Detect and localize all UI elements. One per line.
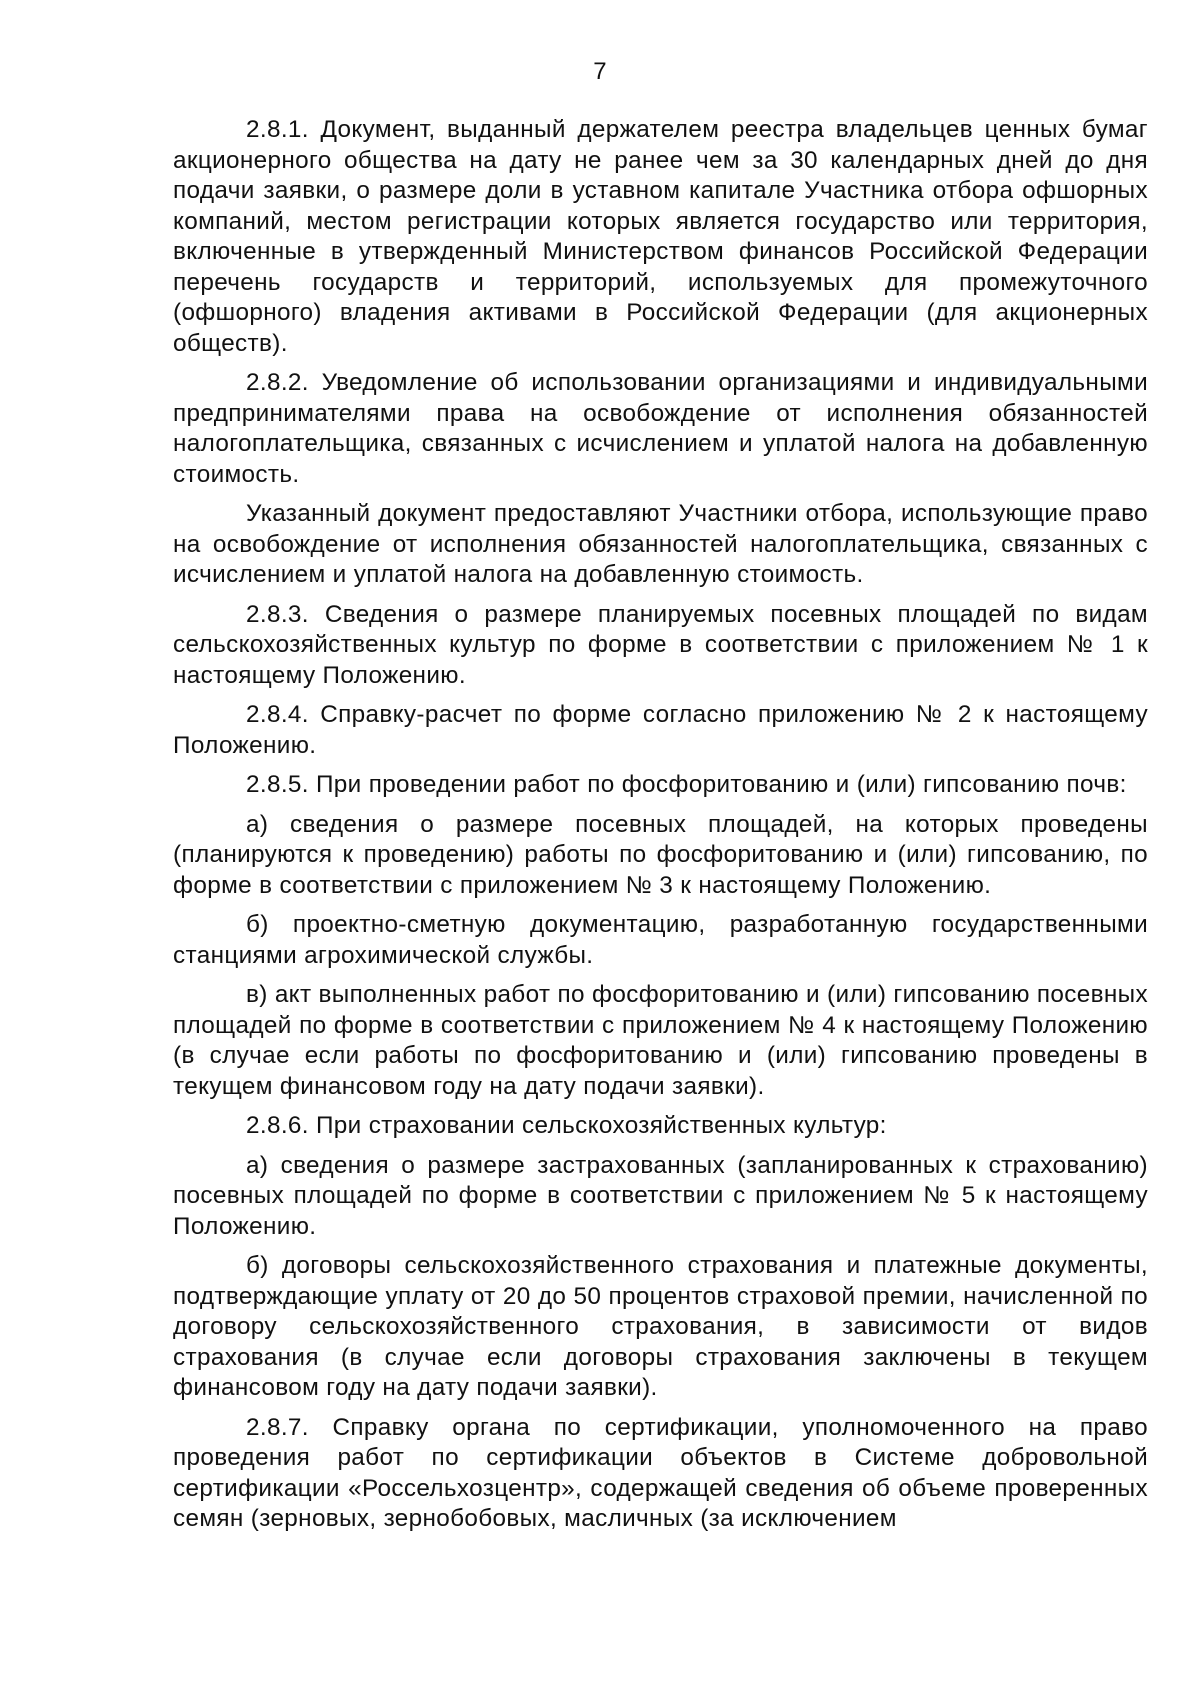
paragraph-2-8-4: 2.8.4. Справку-расчет по форме согласно приложению № 2 к настоящему Положению. <box>173 701 1148 759</box>
paragraph-2-8-6-b: б) договоры сельскохозяйственного страхования и платежные документы, подтверждающие уплату от 20 до 50 процентов страховой премии, начисленной по договору сельскохозяйственного страхования, в зависимости от видов страхования (в случае если договоры страхования заключены в текущем финансовом году на дату подачи заявки). <box>173 1252 1148 1401</box>
paragraph-2-8-5: 2.8.5. При проведении работ по фосфоритованию и (или) гипсованию почв: <box>246 771 1127 798</box>
paragraph-2-8-1: 2.8.1. Документ, выданный держателем реестра владельцев ценных бумаг акционерного общества на дату не ранее чем за 30 календарных дней до дня подачи заявки, о размере доли в уставном капитале Участника отбора офшорных компаний, местом регистрации которых является государство или территория, включенные в утвержденный Министерством финансов Российской Федерации перечень государств и территорий, используемых для промежуточного (офшорного) владения активами в Российской Федерации (для акционерных обществ). <box>173 116 1148 357</box>
paragraph-2-8-3: 2.8.3. Сведения о размере планируемых посевных площадей по видам сельскохозяйственных культур по форме в соответствии с приложением № 1 к настоящему Положению. <box>173 600 1148 689</box>
document-body <box>173 115 1148 1544</box>
paragraph-2-8-5-b: б) проектно-сметную документацию, разработанную государственными станциями агрохимической службы. <box>173 911 1148 969</box>
paragraph-2-8-2: 2.8.2. Уведомление об использовании организациями и индивидуальными предпринимателями права на освобождение от исполнения обязанностей налогоплательщика, связанных с исчислением и уплатой налога на добавленную стоимость. <box>173 369 1148 488</box>
paragraph-2-8-5-v: в) акт выполненных работ по фосфоритованию и (или) гипсованию посевных площадей по форме в соответствии с приложением № 4 к настоящему Положению (в случае если работы по фосфоритованию и (или) гипсованию проведены в текущем финансовом году на дату подачи заявки). <box>173 981 1148 1100</box>
paragraph-2-8-2-note: Указанный документ предоставляют Участники отбора, использующие право на освобождение от исполнения обязанностей налогоплательщика, связанных с исчислением и уплатой налога на добавленную стоимость. <box>173 500 1148 588</box>
page-number: 7 <box>593 58 607 85</box>
paragraph-2-8-5-a: а) сведения о размере посевных площадей, на которых проведены (планируются к проведению) работы по фосфоритованию и (или) гипсованию, по форме в соответствии с приложением № 3 к настоящему Положению. <box>173 810 1148 899</box>
paragraph-2-8-6: 2.8.6. При страховании сельскохозяйственных культур: <box>246 1112 887 1139</box>
paragraph-2-8-7: 2.8.7. Справку органа по сертификации, уполномоченного на право проведения работ по сертификации объектов в Системе добровольной сертификации «Россельхозцентр», содержащей сведения об объеме проверенных семян (зерновых, зернобобовых, масличных (за исключением <box>173 1413 1148 1532</box>
paragraph-2-8-6-a: а) сведения о размере застрахованных (запланированных к страхованию) посевных площадей по форме в соответствии с приложением № 5 к настоящему Положению. <box>173 1151 1148 1240</box>
